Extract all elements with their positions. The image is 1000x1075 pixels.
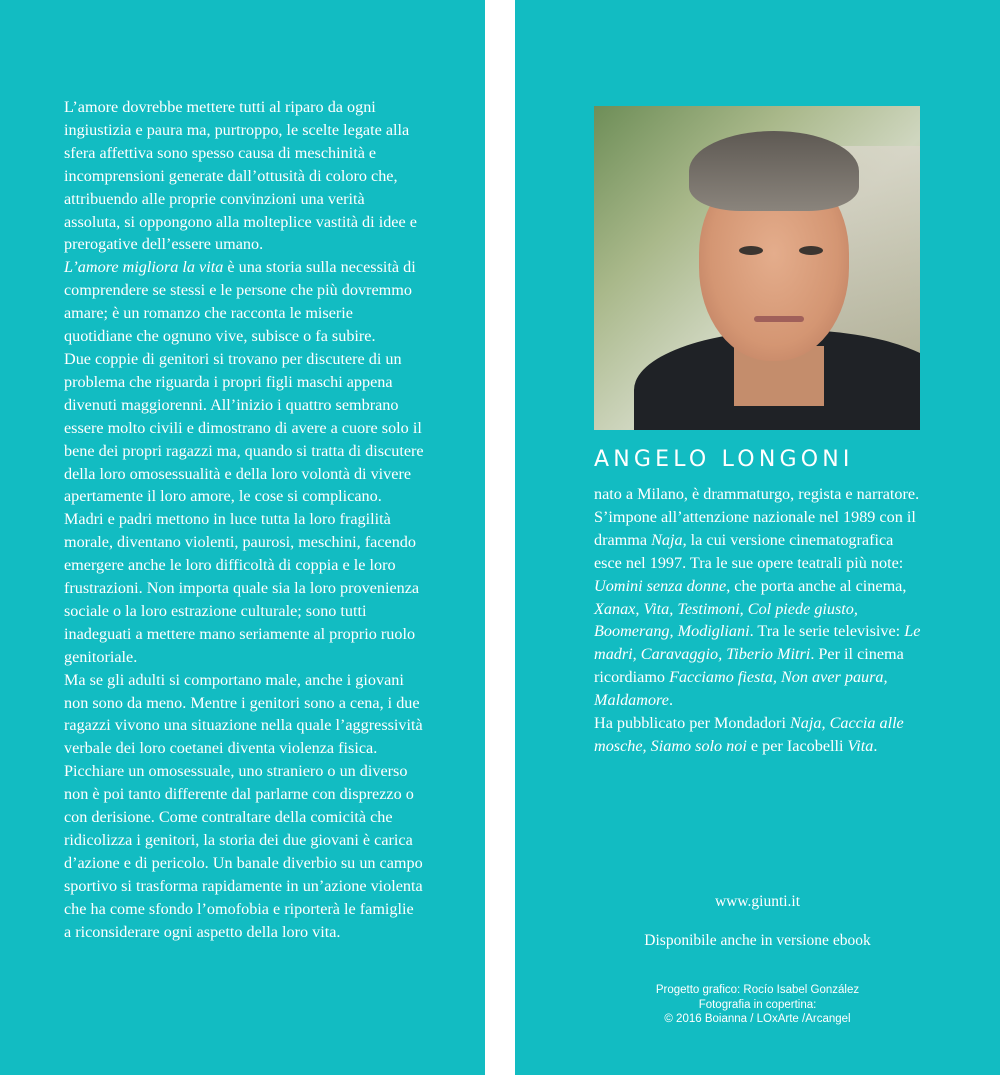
credit-line-photo-label: Fotografia in copertina: — [698, 998, 817, 1011]
credit-line-photo: © 2016 Boianna / LOxArte /Arcangel — [664, 1013, 851, 1025]
book-title: L’amore migliora la vita — [64, 258, 224, 277]
author-bio-paragraph: nato a Milano, è drammaturgo, regista e narratore. S’impone all’attenzione nazionale nel 1989 con il dramma Naja, la cui versione cinematografica esce nel 1997. Tra le sue opere teatrali più note: Uomini senza donne, che porta anche al cinema, Xanax, Vita, Testimoni, Col piede giusto, Boomerang, Modigliani. Tra le serie televisive: Le madri, Caravaggio, Tiberio Mitri. Per il cinema ricordiamo Facciamo fiesta, Non aver paura, Maldamore. — [594, 485, 921, 710]
synopsis-paragraph-3: Due coppie di genitori si trovano per discutere di un problema che riguarda i propri figli maschi appena divenuti maggiorenni. All’inizio i quattro sembrano essere molto civili e dimostrano di avere a cuore solo il bene dei propri ragazzi ma, quando si tratta di discutere della loro omosessualità e della loro volontà di vivere apertamente il loro amore, le cose si complicano. — [64, 349, 424, 506]
synopsis-text — [64, 96, 424, 944]
author-publications: Ha pubblicato per Mondadori Naja, Caccia alle mosche, Siamo solo noi e per Iacobelli Vita. — [594, 714, 904, 755]
synopsis-paragraph-2-text: è una storia sulla necessità di comprendere se stessi e le persone che più dovremmo amare; è un romanzo che racconta le miserie quotidiane che ognuno vive, subisce o fa subire. — [64, 258, 416, 346]
back-flap-left — [0, 0, 485, 1075]
credit-line-design: Progetto grafico: Rocío Isabel González — [655, 984, 860, 996]
synopsis-paragraph-2 — [64, 256, 424, 348]
synopsis-paragraph-4: Madri e padri mettono in luce tutta la loro fragilità morale, diventano violenti, paurosi, meschini, facendo emergere anche le loro difficoltà di coppia e le loro frustrazioni. Non importa quale sia la loro provenienza sociale o la loro estrazione culturale; sono tutti inadeguati a mettere mano seriamente al proprio ruolo genitoriale. — [64, 510, 420, 666]
author-name: ANGELO LONGONI — [594, 447, 854, 472]
synopsis-paragraph-5: Ma se gli adulti si comportano male, anche i giovani non sono da meno. Mentre i genitori sono a cena, i due ragazzi vivono una situazione nella quale l’aggressività verbale dei loro coetanei diventa violenza fisica. Picchiare un omosessuale, uno straniero o un diverso non è poi tanto differente dal parlarne con disprezzo o con derisione. Come contraltare della comicità che ridicolizza i genitori, la storia dei due giovani è carica d’azione e di pericolo. Un banale diverbio su un campo sportivo si trasforma rapidamente in un’azione violenta che ha come sfondo l’omofobia e riporterà le famiglie a riconsiderare ogni aspetto della loro vita. — [64, 670, 423, 941]
fold-gutter — [485, 0, 515, 1075]
design-credits — [515, 983, 1000, 1027]
author-flap-right — [515, 0, 1000, 1075]
author-photo — [594, 106, 920, 430]
publisher-website: www.giunti.it — [714, 893, 801, 910]
synopsis-paragraph-1: L’amore dovrebbe mettere tutti al riparo da ogni ingiustizia e paura ma, purtroppo, le scelte legate alla sfera affettiva sono spesso causa di meschinità e incomprensioni generate dall’ottusità di coloro che, attribuendo alle proprie convinzioni una verità assoluta, si oppongono alla molteplice vastità di idee e prerogative dell’essere umano. — [64, 98, 417, 254]
ebook-availability: Disponibile anche in versione ebook — [644, 932, 871, 949]
author-bio — [594, 483, 922, 758]
